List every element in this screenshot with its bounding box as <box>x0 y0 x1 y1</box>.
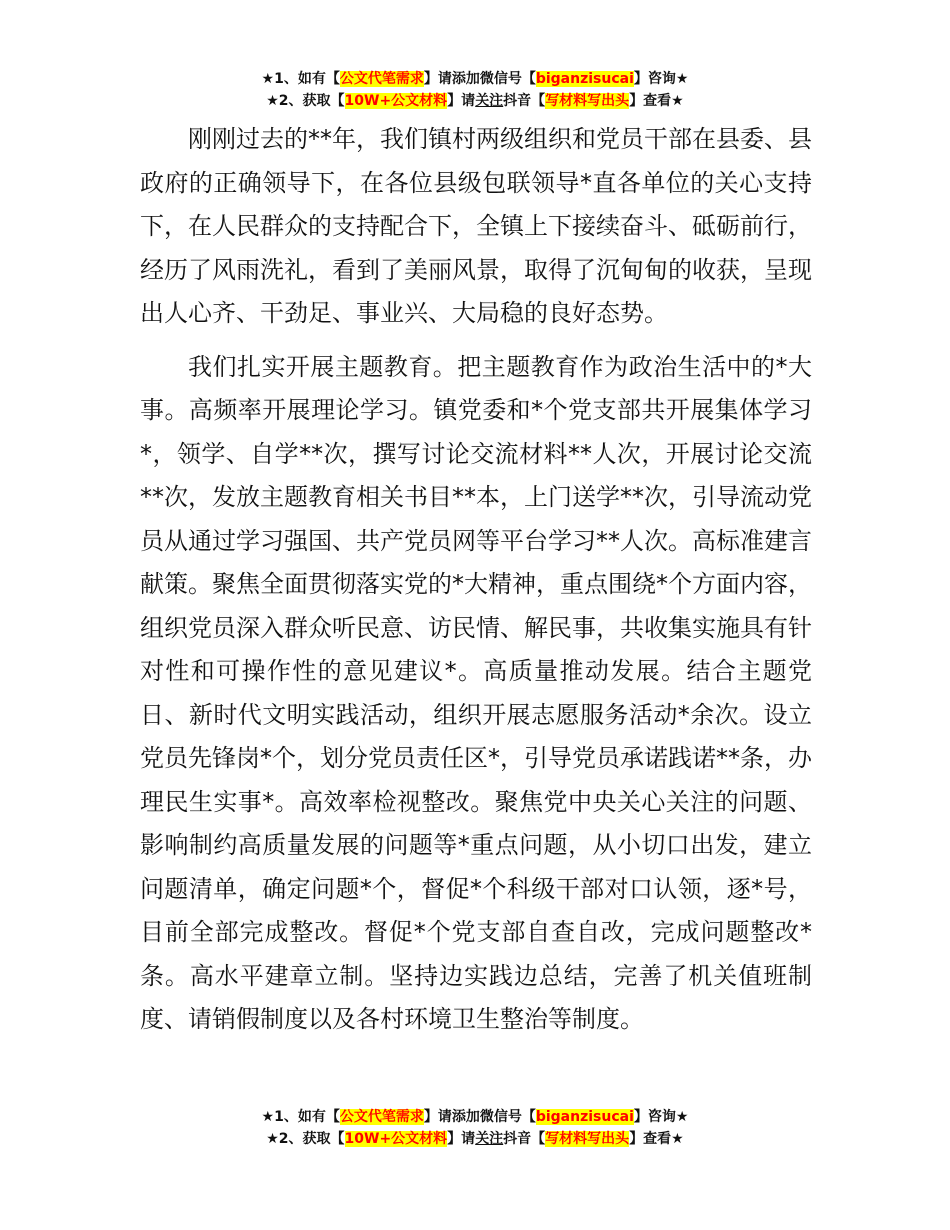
footer-line2-highlight-1: 10W+公文材料 <box>344 1131 448 1147</box>
banner-line2-middle-a: 】请 <box>447 93 476 109</box>
footer-line1-suffix: 】咨询★ <box>633 1109 689 1125</box>
paragraph-2: 我们扎实开展主题教育。把主题教育作为政治生活中的*大事。高频率开展理论学习。镇党委和*个党支部共开展集体学习*，领学、自学**次，撰写讨论交流材料**人次，开展讨论交流**次，发放主题教育相关书目**本，上门送学**次，引导流动党员从通过学习强国、共产党员网等平台学习**人次。高标准建言献策。聚焦全面贯彻落实党的*大精神，重点围绕*个方面内容，组织党员深入群众听民意、访民情、解民事，共收集实施具有针对性和可操作性的意见建议*。高质量推动发展。结合主题党日、新时代文明实践活动，组织开展志愿服务活动*余次。设立党员先锋岗*个，划分党员责任区*，引导党员承诺践诺**条，办理民生实事*。高效率检视整改。聚焦党中央关心关注的问题、影响制约高质量发展的问题等*重点问题，从小切口出发，建立问题清单，确定问题*个，督促*个科级干部对口认领，逐*号，目前全部完成整改。督促*个党支部自查自改，完成问题整改*条。高水平建章立制。坚持边实践边总结，完善了机关值班制度、请销假制度以及各村环境卫生整治等制度。 <box>140 352 812 1033</box>
document-body <box>140 118 812 1042</box>
footer-line2-highlight-2: 写材料写出头 <box>545 1131 630 1147</box>
banner-line2-highlight-2: 写材料写出头 <box>545 93 630 109</box>
banner-line2-underlined: 关注 <box>475 93 504 109</box>
footer-banner-line-1 <box>0 1106 950 1128</box>
footer-line2-middle-a: 】请 <box>447 1131 476 1147</box>
footer-line2-underlined: 关注 <box>475 1131 504 1147</box>
footer-line2-prefix: ★2、获取【 <box>266 1131 345 1147</box>
banner-line1-middle: 】请添加微信号【 <box>423 71 536 87</box>
paragraph-1: 刚刚过去的**年，我们镇村两级组织和党员干部在县委、县政府的正确领导下，在各位县级包联领导*直各单位的关心支持下，在人民群众的支持配合下，全镇上下接续奋斗、砥砺前行，经历了风雨洗礼，看到了美丽风景，取得了沉甸甸的收获，呈现出人心齐、干劲足、事业兴、大局稳的良好态势。 <box>140 125 812 327</box>
banner-line-1 <box>0 68 950 90</box>
banner-line2-middle-b: 抖音【 <box>503 93 546 109</box>
footer-line2-suffix: 】查看★ <box>629 1131 684 1147</box>
footer-line1-highlight-1: 公文代笔需求 <box>339 1109 424 1125</box>
footer-line2-middle-b: 抖音【 <box>503 1131 546 1147</box>
footer-line1-middle: 】请添加微信号【 <box>423 1109 536 1125</box>
header-banner <box>0 68 950 112</box>
banner-line1-suffix: 】咨询★ <box>633 71 689 87</box>
banner-line2-highlight-1: 10W+公文材料 <box>344 93 448 109</box>
banner-line1-highlight-1: 公文代笔需求 <box>339 71 424 87</box>
banner-line2-suffix: 】查看★ <box>629 93 684 109</box>
banner-line1-prefix: ★1、如有【 <box>261 71 340 87</box>
banner-line-2 <box>0 90 950 112</box>
banner-line1-highlight-2: biganzisucai <box>535 71 634 87</box>
banner-line2-prefix: ★2、获取【 <box>266 93 345 109</box>
footer-banner <box>0 1106 950 1150</box>
footer-line1-prefix: ★1、如有【 <box>261 1109 340 1125</box>
footer-line1-highlight-2: biganzisucai <box>535 1109 634 1125</box>
footer-banner-line-2 <box>0 1128 950 1150</box>
